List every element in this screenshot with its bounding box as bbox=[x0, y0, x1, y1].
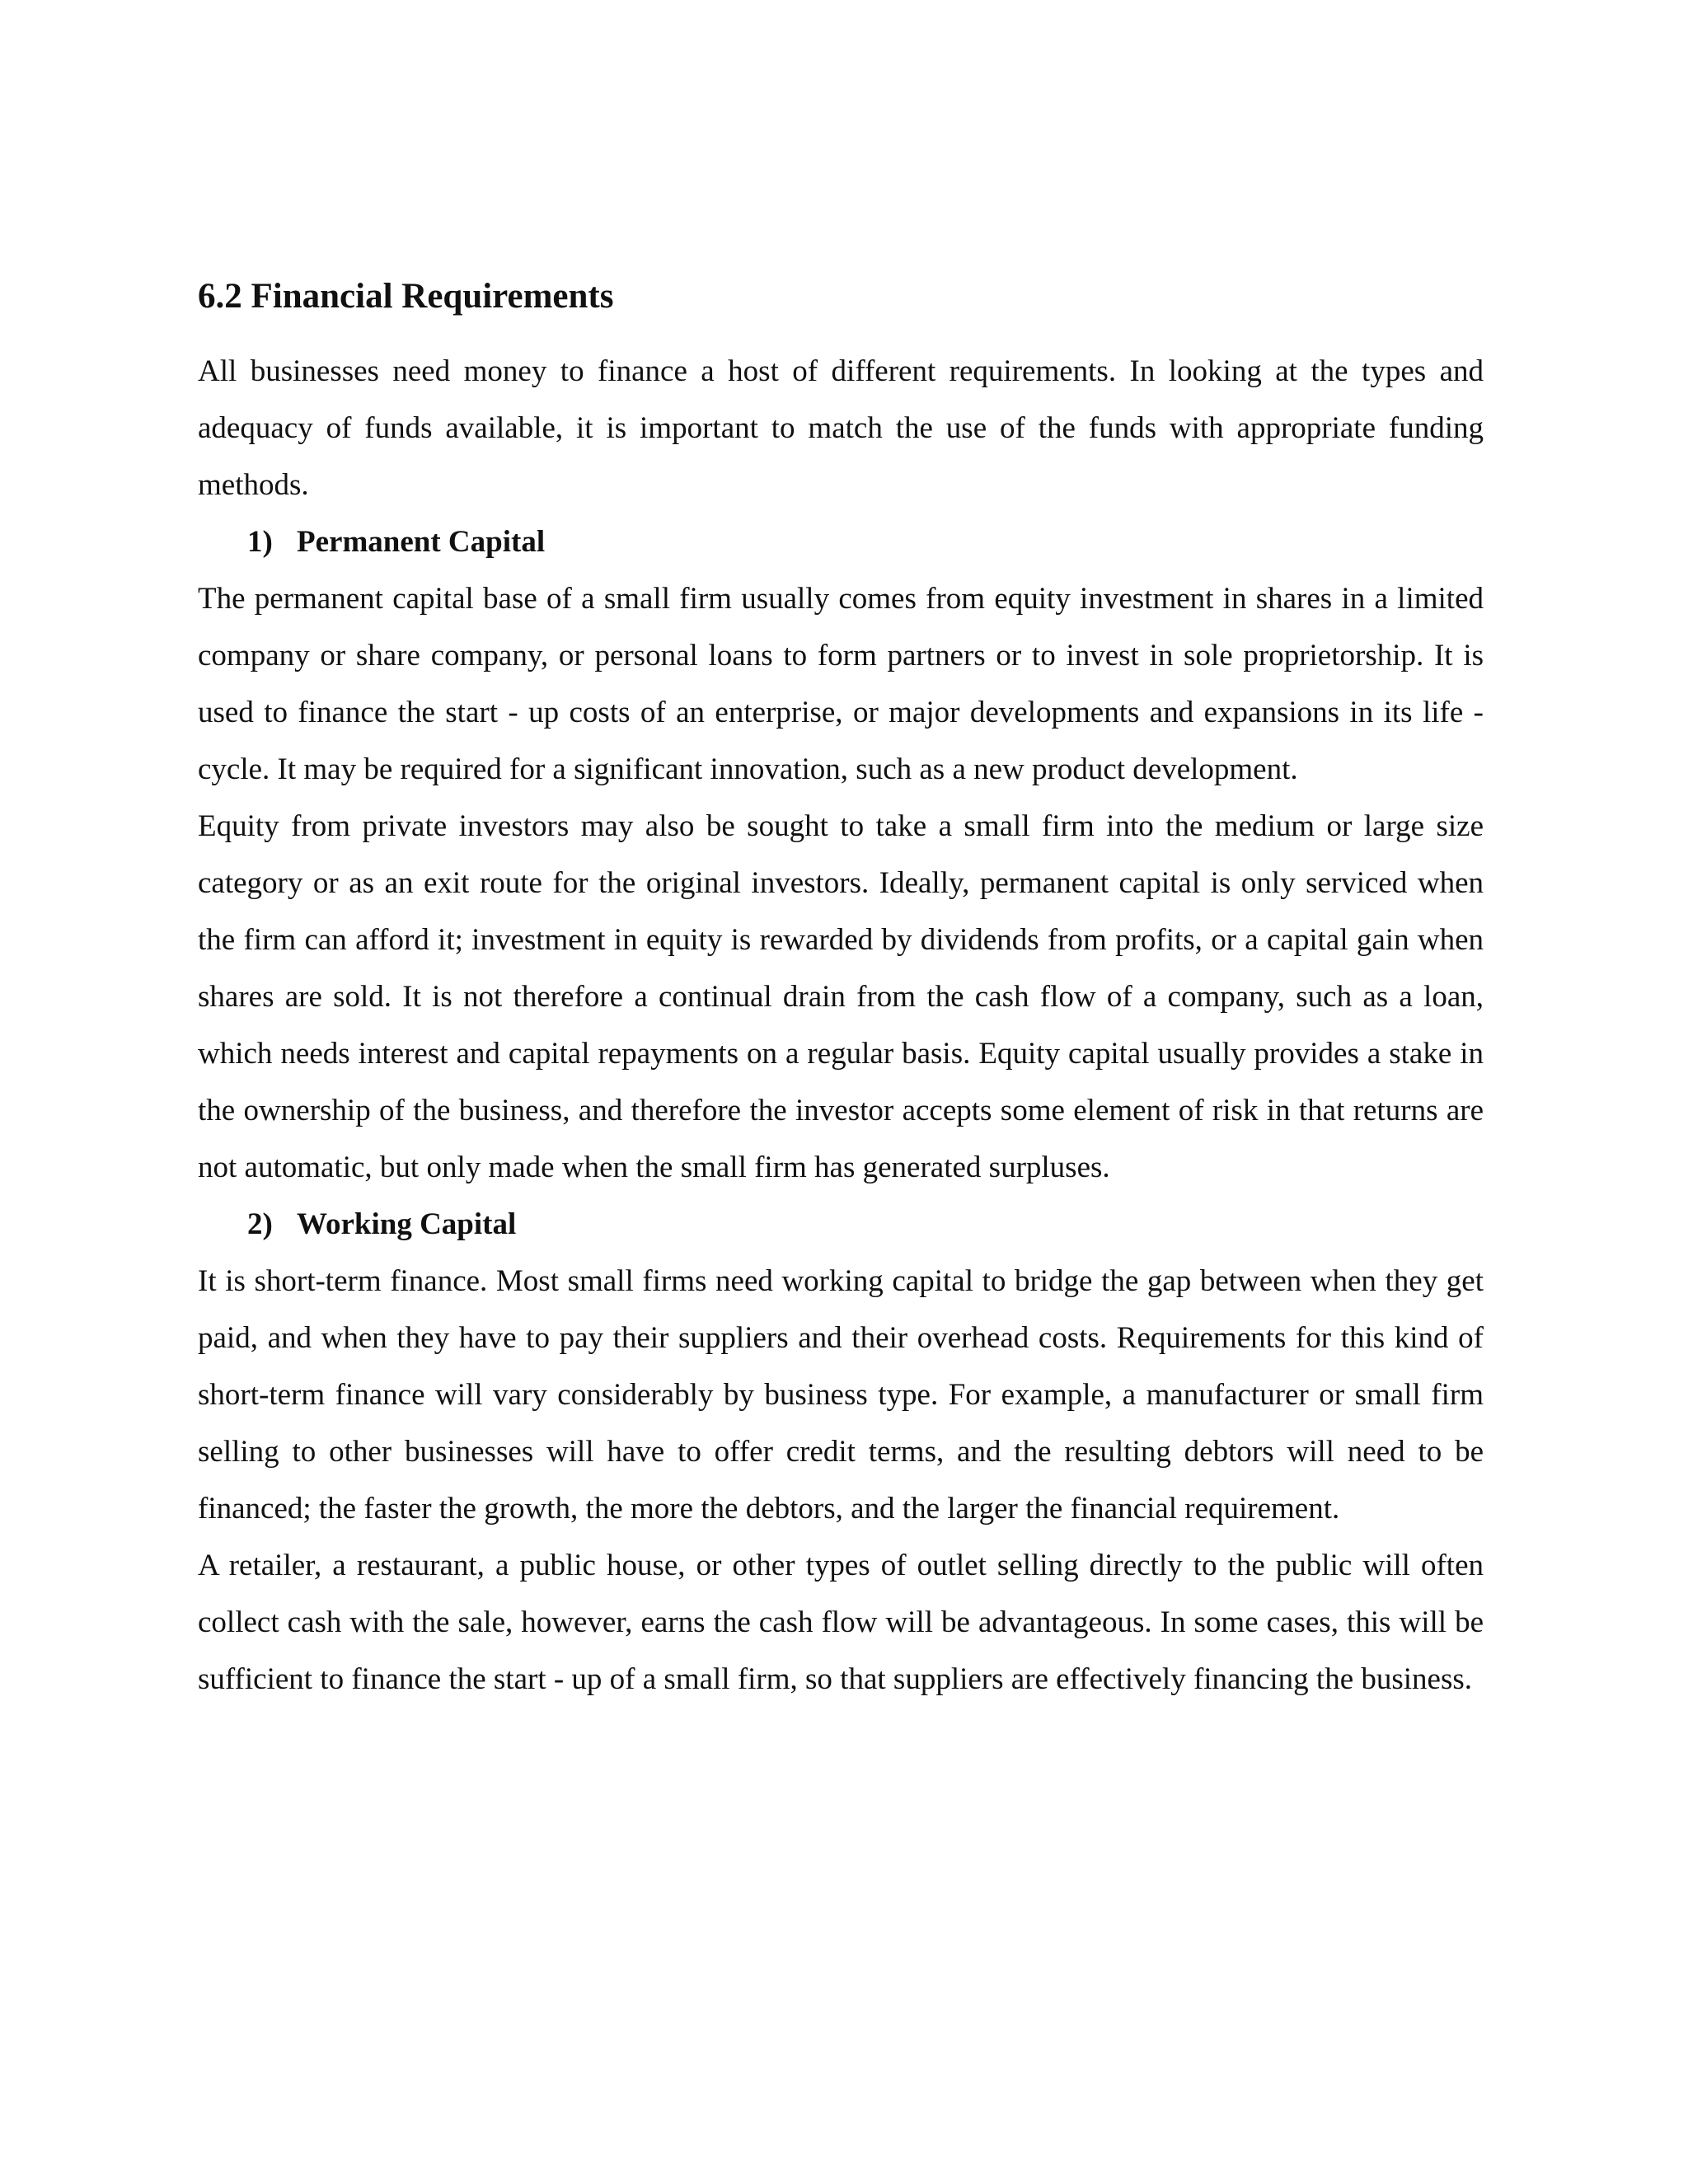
working-capital-paragraph-2: A retailer, a restaurant, a public house, or other types of outlet selling directly to the public will often collect cash with the sale, however, earns the cash flow will be advantageous. In some cases, this will be sufficient to finance the start - up of a small firm, so that suppliers are effectively financing the business. bbox=[198, 1549, 1484, 1696]
working-capital-paragraph-1: It is short-term finance. Most small firms need working capital to bridge the gap between when they get paid, and when they have to pay their suppliers and their overhead costs. Requirements for this kind of short-term finance will vary considerably by business type. For example, a manufacturer or small firm selling to other businesses will have to offer credit terms, and the resulting debtors will need to be financed; the faster the growth, the more the debtors, and the larger the financial requirement. bbox=[198, 1264, 1484, 1526]
subheading-permanent-capital bbox=[198, 513, 1484, 570]
document-page bbox=[198, 264, 1484, 1708]
intro-paragraph: All businesses need money to finance a host of different requirements. In looking at the types and adequacy of funds available, it is important to match the use of the funds with appropriate funding methods. bbox=[198, 354, 1484, 502]
subheading-working-capital bbox=[198, 1196, 1484, 1253]
subheading-number: 1) bbox=[247, 525, 273, 559]
subheading-number: 2) bbox=[247, 1207, 273, 1241]
subheading-label: Working Capital bbox=[297, 1207, 517, 1241]
section-title: 6.2 Financial Requirements bbox=[198, 277, 614, 316]
subheading-label: Permanent Capital bbox=[297, 525, 546, 559]
permanent-capital-paragraph-1: The permanent capital base of a small firm usually comes from equity investment in shares in a limited company or share company, or personal loans to form partners or to invest in sole proprietorship. It is used to finance the start - up costs of an enterprise, or major developments and expansions in its life - cycle. It may be required for a significant innovation, such as a new product development. bbox=[198, 582, 1484, 786]
permanent-capital-paragraph-2: Equity from private investors may also be sought to take a small firm into the medium or large size category or as an exit route for the original investors. Ideally, permanent capital is only serviced when the firm can afford it; investment in equity is rewarded by dividends from profits, or a capital gain when shares are sold. It is not therefore a continual drain from the cash flow of a company, such as a loan, which needs interest and capital repayments on a regular basis. Equity capital usually provides a stake in the ownership of the business, and therefore the investor accepts some element of risk in that returns are not automatic, but only made when the small firm has generated surpluses. bbox=[198, 809, 1484, 1184]
